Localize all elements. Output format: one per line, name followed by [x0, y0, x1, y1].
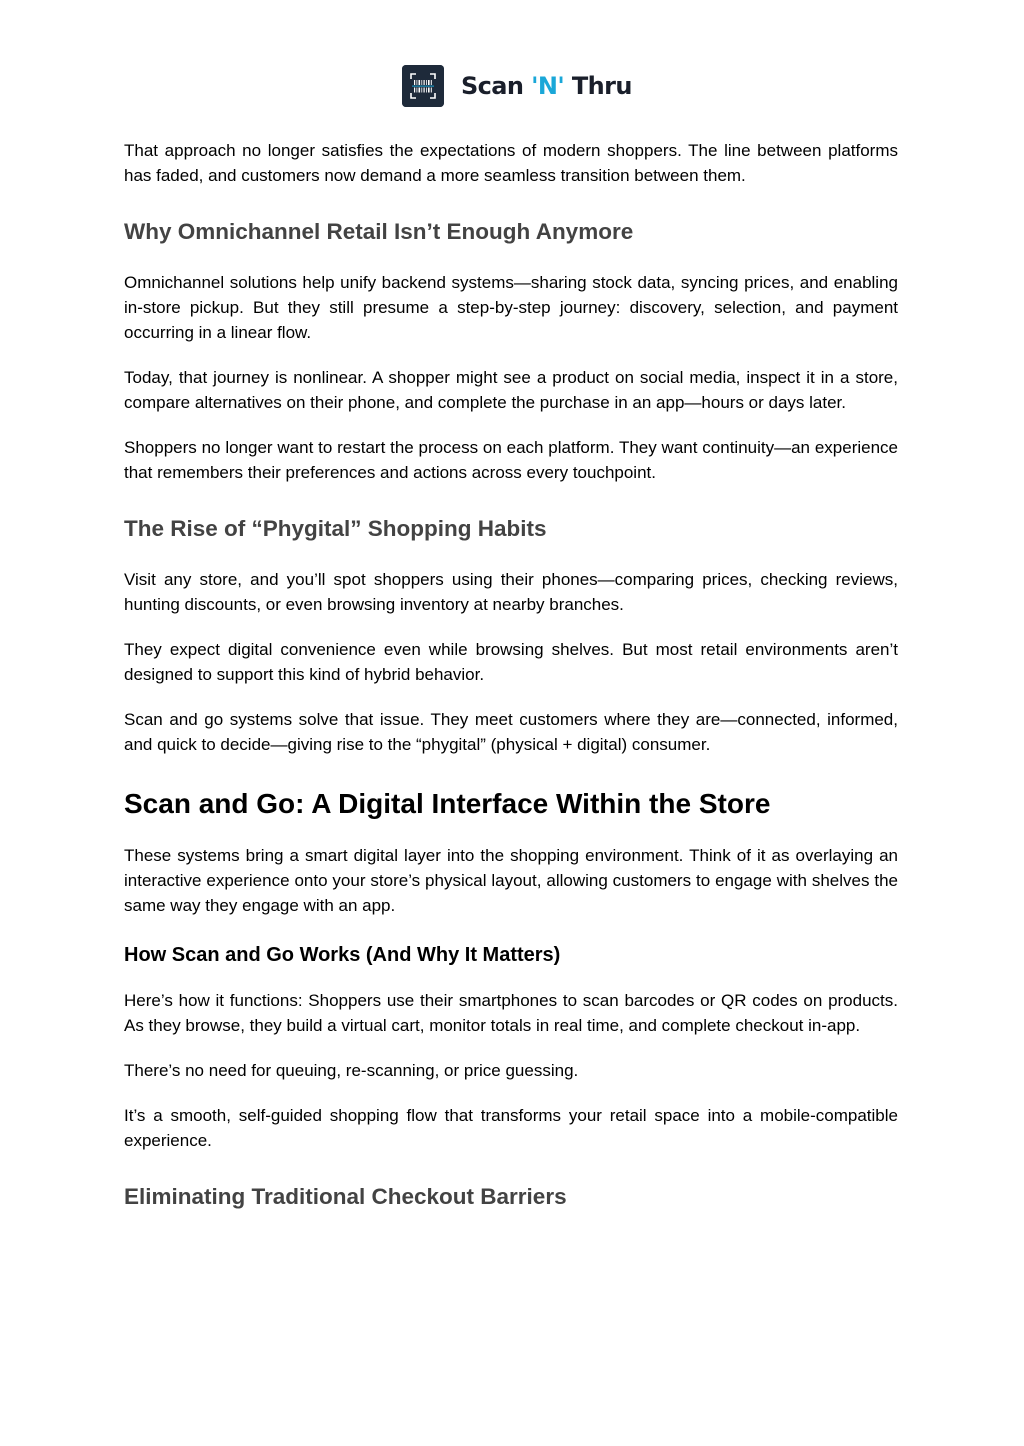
paragraph-scan-and-go-1: These systems bring a smart digital layer into the shopping environment. Think of it as overlaying an interactive experience onto your store’s physical layout, allowing customers to engage with shelves the same way they engage with an app. [124, 846, 898, 915]
barcode-scan-icon [402, 65, 444, 107]
paragraph-how-it-works-3: It’s a smooth, self-guided shopping flow that transforms your retail space into a mobile-compatible experience. [124, 1106, 898, 1150]
brand-name-start: Scan [461, 72, 532, 100]
paragraph-intro: That approach no longer satisfies the expectations of modern shoppers. The line between platforms has faded, and customers now demand a more seamless transition between them. [124, 141, 898, 185]
paragraph-phygital-3: Scan and go systems solve that issue. They meet customers where they are—connected, informed, and quick to decide—giving rise to the “phygital” (physical + digital) consumer. [124, 710, 898, 754]
article-body [124, 138, 898, 1235]
heading-how-it-works: How Scan and Go Works (And Why It Matters) [124, 944, 561, 966]
heading-eliminating-barriers: Eliminating Traditional Checkout Barriers [124, 1184, 567, 1209]
paragraph-phygital-1: Visit any store, and you’ll spot shoppers using their phones—comparing prices, checking reviews, hunting discounts, or even browsing inventory at nearby branches. [124, 570, 898, 614]
paragraph-how-it-works-2: There’s no need for queuing, re-scanning, or price guessing. [124, 1061, 579, 1080]
paragraph-phygital-2: They expect digital convenience even while browsing shelves. But most retail environments aren’t designed to support this kind of hybrid behavior. [124, 640, 898, 684]
paragraph-omnichannel-3: Shoppers no longer want to restart the process on each platform. They want continuity—an experience that remembers their preferences and actions across every touchpoint. [124, 438, 898, 482]
paragraph-how-it-works-1: Here’s how it functions: Shoppers use their smartphones to scan barcodes or QR codes on products. As they browse, they build a virtual cart, monitor totals in real time, and complete checkout in-app. [124, 991, 898, 1035]
brand-name [461, 65, 632, 107]
brand-name-end: Thru [564, 72, 632, 100]
heading-omnichannel: Why Omnichannel Retail Isn’t Enough Anymore [124, 219, 634, 244]
brand-logo [402, 65, 632, 107]
paragraph-omnichannel-1: Omnichannel solutions help unify backend systems—sharing stock data, syncing prices, and enabling in-store pickup. But they still presume a step-by-step journey: discovery, selection, and payment occurring in a linear flow. [124, 273, 898, 342]
heading-phygital: The Rise of “Phygital” Shopping Habits [124, 516, 547, 541]
brand-name-accent: 'N' [531, 72, 565, 100]
heading-scan-and-go: Scan and Go: A Digital Interface Within the Store [124, 788, 771, 819]
paragraph-omnichannel-2: Today, that journey is nonlinear. A shopper might see a product on social media, inspect it in a store, compare alternatives on their phone, and complete the purchase in an app—hours or days later. [124, 368, 898, 412]
